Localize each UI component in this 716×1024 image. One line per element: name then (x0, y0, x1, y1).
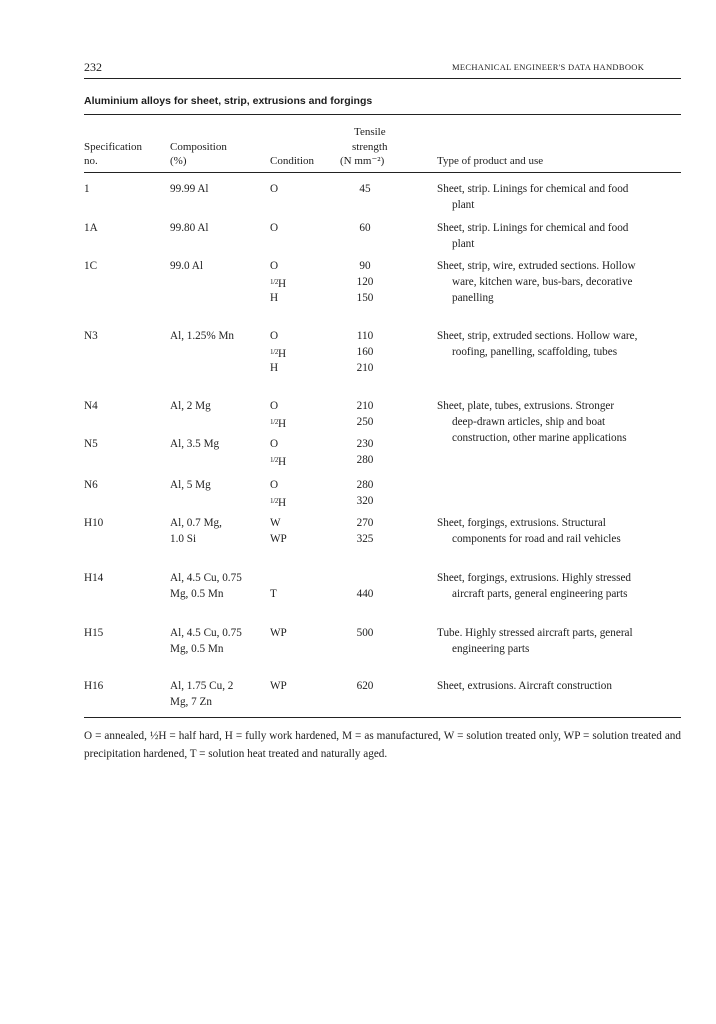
tensile-strength: 325 (356, 533, 374, 545)
spec-no: N4 (84, 400, 98, 412)
product-use: construction, other marine applications (452, 432, 627, 444)
tensile-strength: 500 (356, 627, 374, 639)
condition: WP (270, 627, 287, 639)
header-rule (84, 78, 681, 79)
tensile-strength: 160 (356, 346, 374, 358)
condition: W (270, 517, 281, 529)
composition: 99.99 Al (170, 183, 209, 195)
spec-no: H14 (84, 572, 104, 584)
tensile-strength: 45 (359, 183, 371, 195)
header-ts-units: (N mm⁻²) (340, 155, 385, 167)
tensile-strength: 230 (356, 438, 374, 450)
condition: O (270, 400, 279, 412)
condition: H (270, 292, 279, 304)
tensile-strength: 270 (356, 517, 374, 529)
condition: $^{1/2}$H (270, 348, 287, 360)
header-use: Type of product and use (437, 155, 544, 167)
product-use: Tube. Highly stressed aircraft parts, general (437, 627, 633, 639)
composition: Al, 3.5 Mg (170, 438, 220, 450)
product-use: ware, kitchen ware, bus-bars, decorative (452, 276, 633, 288)
composition: Al, 5 Mg (170, 479, 211, 491)
tensile-strength: 620 (356, 680, 374, 692)
composition: Al, 1.25% Mn (170, 330, 235, 342)
half-fraction: 1/2 (270, 348, 279, 356)
spec-no: N5 (84, 438, 98, 450)
product-use: Sheet, strip. Linings for chemical and food (437, 183, 629, 195)
spec-no: H15 (84, 627, 104, 639)
composition: Al, 1.75 Cu, 2 (170, 680, 234, 692)
header-ts-line1: Tensile (354, 126, 386, 138)
tensile-strength: 320 (356, 495, 374, 507)
half-fraction: 1/2 (270, 278, 279, 286)
product-use: Sheet, plate, tubes, extrusions. Stronger (437, 400, 615, 412)
condition: H (270, 362, 279, 374)
composition: Mg, 7 Zn (170, 696, 212, 708)
spec-no: 1A (84, 222, 98, 234)
tensile-strength: 280 (356, 454, 374, 466)
condition: O (270, 479, 279, 491)
footnote-text: O = annealed, ½H = half hard, H = fully work hardened, M = as manufactured, W = solution treated only, WP = solution treated and precipitation hardened, T = solution heat treated and naturally aged. (84, 730, 681, 760)
condition: WP (270, 680, 287, 692)
condition: $^{1/2}$H (270, 456, 287, 468)
condition: T (270, 588, 277, 600)
tensile-strength: 210 (356, 362, 374, 374)
header-spec-line2: no. (84, 155, 98, 167)
product-use: panelling (452, 292, 494, 304)
half-fraction: 1/2 (270, 497, 279, 505)
tensile-strength: 250 (356, 416, 374, 428)
product-use: components for road and rail vehicles (452, 533, 621, 545)
header-spec-line1: Specification (84, 141, 143, 153)
header-comp-line1: Composition (170, 141, 227, 153)
tensile-strength: 120 (356, 276, 374, 288)
composition: Al, 4.5 Cu, 0.75 (170, 572, 242, 584)
spec-no: 1 (84, 183, 90, 195)
composition: Mg, 0.5 Mn (170, 588, 224, 600)
table-bottom-rule (84, 717, 681, 718)
spec-no: H10 (84, 517, 104, 529)
product-use: plant (452, 199, 475, 211)
condition: $^{1/2}$H (270, 497, 287, 509)
running-title: MECHANICAL ENGINEER'S DATA HANDBOOK (452, 62, 645, 72)
composition: 99.0 Al (170, 260, 203, 272)
tensile-strength: 440 (356, 588, 374, 600)
tensile-strength: 280 (356, 479, 374, 491)
table-footnote (84, 727, 681, 763)
tensile-strength: 60 (359, 222, 371, 234)
condition: $^{1/2}$H (270, 278, 287, 290)
product-use: Sheet, forgings, extrusions. Structural (437, 517, 606, 529)
condition: O (270, 438, 279, 450)
header-ts-line2: strength (352, 141, 388, 153)
product-use: Sheet, strip, extruded sections. Hollow ware, (437, 330, 638, 342)
product-use: Sheet, forgings, extrusions. Highly stressed (437, 572, 632, 584)
condition: O (270, 183, 279, 195)
product-use: Sheet, strip, wire, extruded sections. Hollow (437, 260, 636, 272)
tensile-strength: 150 (356, 292, 374, 304)
page-number: 232 (84, 60, 102, 74)
composition: Mg, 0.5 Mn (170, 643, 224, 655)
table-title: Aluminium alloys for sheet, strip, extrusions and forgings (84, 95, 373, 107)
product-use: aircraft parts, general engineering parts (452, 588, 628, 600)
condition: O (270, 222, 279, 234)
composition: Al, 4.5 Cu, 0.75 (170, 627, 242, 639)
half-fraction: 1/2 (270, 418, 279, 426)
condition: WP (270, 533, 287, 545)
tensile-strength: 90 (359, 260, 371, 272)
header-rule-bottom (84, 172, 681, 173)
spec-no: N6 (84, 479, 98, 491)
spec-no: 1C (84, 260, 98, 272)
composition: Al, 0.7 Mg, (170, 517, 222, 529)
spec-no: N3 (84, 330, 98, 342)
product-use: roofing, panelling, scaffolding, tubes (452, 346, 618, 358)
tensile-strength: 210 (356, 400, 374, 412)
product-use: Sheet, strip. Linings for chemical and food (437, 222, 629, 234)
header-condition: Condition (270, 155, 315, 167)
half-fraction: 1/2 (270, 456, 279, 464)
header-comp-line2: (%) (170, 155, 187, 167)
spec-no: H16 (84, 680, 104, 692)
composition: Al, 2 Mg (170, 400, 211, 412)
condition: O (270, 260, 279, 272)
product-use: plant (452, 238, 475, 250)
composition: 1.0 Si (170, 533, 197, 545)
composition: 99.80 Al (170, 222, 209, 234)
product-use: deep-drawn articles, ship and boat (452, 416, 606, 428)
title-rule (84, 114, 681, 115)
product-use: Sheet, extrusions. Aircraft construction (437, 680, 612, 692)
condition: $^{1/2}$H (270, 418, 287, 430)
product-use: engineering parts (452, 643, 530, 655)
tensile-strength: 110 (356, 330, 374, 342)
condition: O (270, 330, 279, 342)
